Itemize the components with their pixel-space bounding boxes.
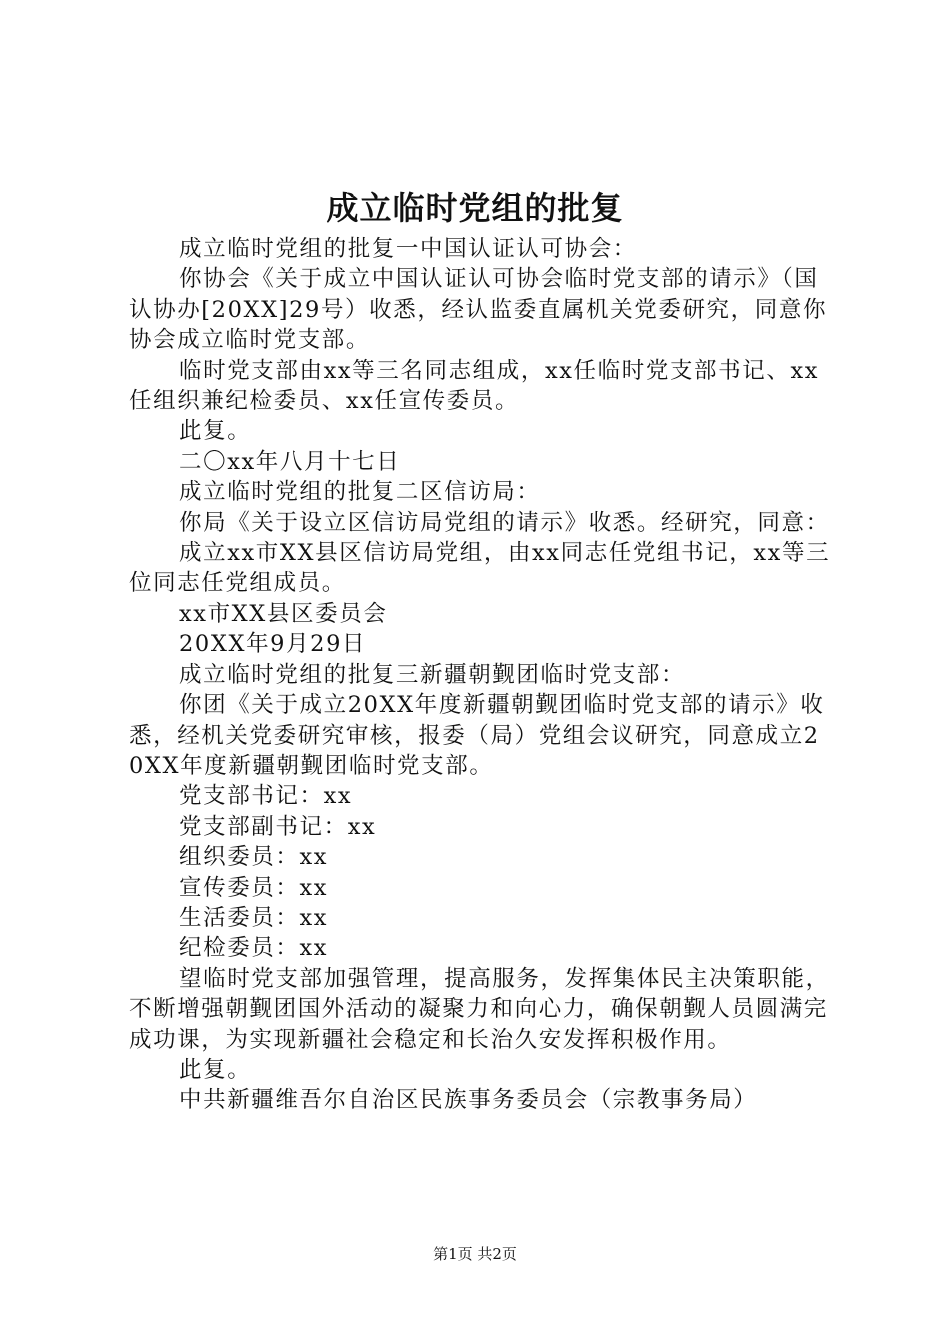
paragraph: 党支部书记：xx [179, 783, 353, 810]
paragraph: 你协会《关于成立中国认证认可协会临时党支部的请示》（国认协办[20XX]29号）收悉，经认监委直属机关党委研究，同意你协会成立临时党支部。 [129, 266, 828, 354]
paragraph: 成立临时党组的批复二区信访局： [179, 479, 541, 506]
paragraph: 你团《关于成立20XX年度新疆朝觐团临时党支部的请示》收悉，经机关党委研究审核，报委（局）党组会议研究，同意成立20XX年度新疆朝觐团临时党支部。 [129, 692, 825, 779]
paragraph: 望临时党支部加强管理，提高服务，发挥集体民主决策职能，不断增强朝觐团国外活动的凝聚力和向心力，确保朝觐人员圆满完成功课，为实现新疆社会稳定和长治久安发挥积极作用。 [129, 965, 830, 1053]
page-footer: 第1页 共2页 [433, 1245, 517, 1263]
paragraph: 成立xx市XX县区信访局党组，由xx同志任党组书记，xx等三位同志任党组成员。 [129, 540, 831, 597]
paragraph: 你局《关于设立区信访局党组的请示》收悉。经研究，同意： [179, 509, 830, 536]
paragraph: 党支部副书记：xx [179, 813, 377, 840]
paragraph: 中共新疆维吾尔自治区民族事务委员会（宗教事务局） [179, 1087, 758, 1114]
paragraph: 此复。 [179, 418, 252, 445]
paragraph: 成立临时党组的批复一中国认证认可协会： [179, 236, 637, 262]
paragraph: 20XX年9月29日 [179, 631, 367, 658]
paragraph: 临时党支部由xx等三名同志组成，xx任临时党支部书记、xx任组织兼纪检委员、xx任宣传委员。 [129, 357, 820, 415]
paragraph: 此复。 [179, 1056, 252, 1083]
paragraph: 宣传委员：xx [179, 874, 329, 901]
paragraph: 生活委员：xx [179, 904, 329, 931]
paragraph: 成立临时党组的批复三新疆朝觐团临时党支部： [179, 661, 686, 688]
paragraph: xx市XX县区委员会 [179, 600, 388, 627]
paragraph: 组织委员：xx [179, 844, 329, 871]
document-title: 成立临时党组的批复 [326, 189, 624, 227]
paragraph: 二〇xx年八月十七日 [179, 448, 401, 475]
paragraph: 纪检委员：xx [179, 935, 329, 962]
document-body [129, 234, 835, 1116]
